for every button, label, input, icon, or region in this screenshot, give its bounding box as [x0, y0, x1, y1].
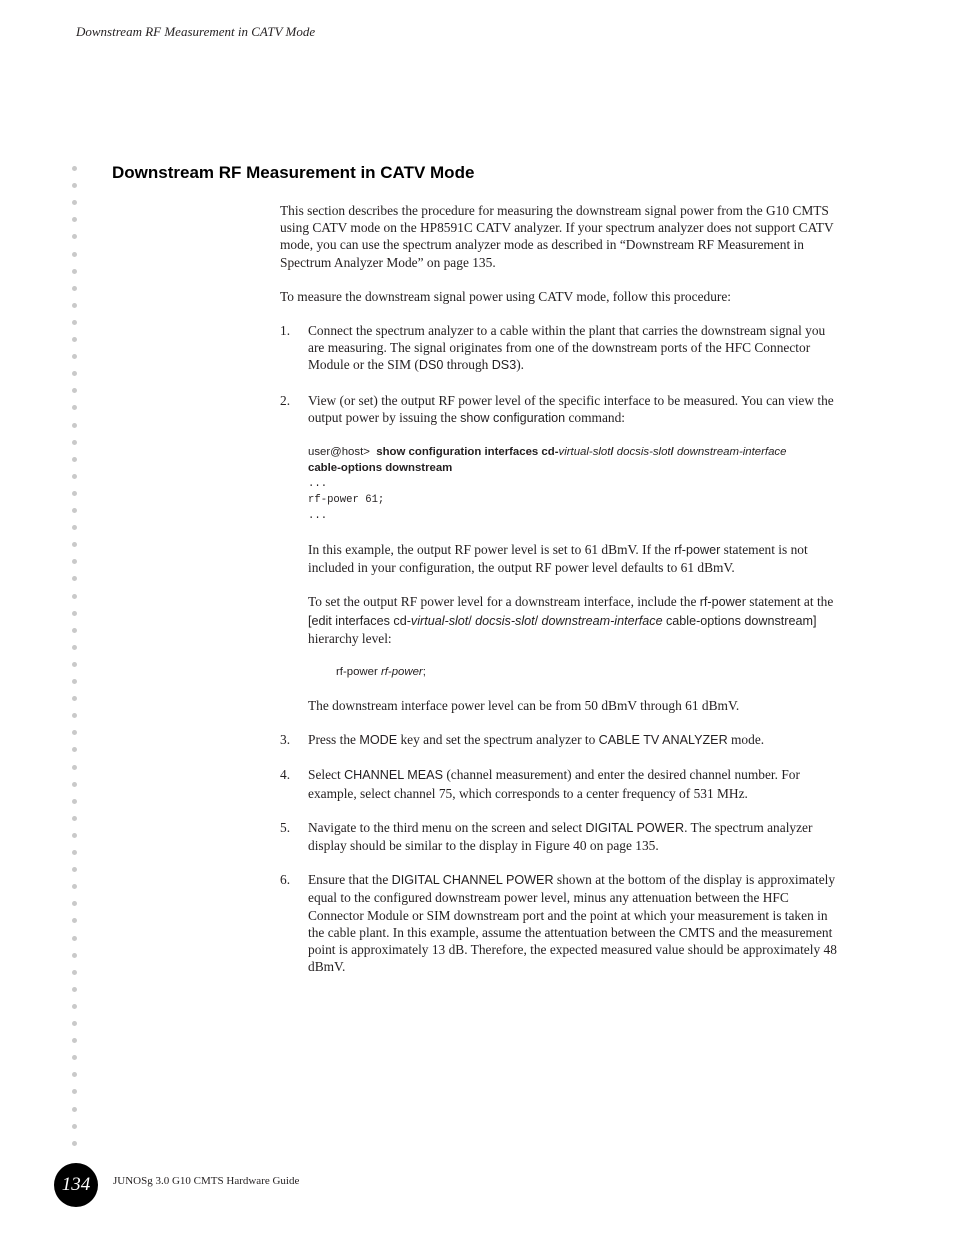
margin-dot — [72, 423, 77, 428]
margin-dot — [72, 474, 77, 479]
margin-dot — [72, 765, 77, 770]
margin-dot — [72, 850, 77, 855]
margin-dot — [72, 286, 77, 291]
step-text — [308, 731, 840, 749]
step-text — [308, 871, 840, 975]
margin-dot — [72, 337, 77, 342]
statement-name: rf-power — [674, 543, 721, 558]
margin-dot — [72, 987, 77, 992]
step-number: 5. — [280, 819, 291, 835]
section-title: Downstream RF Measurement in CATV Mode — [112, 163, 475, 182]
margin-dot — [72, 1107, 77, 1112]
port-label: DS3 — [491, 358, 517, 373]
statement-name: rf-power — [699, 595, 746, 610]
example-note — [308, 541, 840, 576]
margin-dot — [72, 936, 77, 941]
step-text — [308, 819, 840, 854]
margin-dot — [72, 628, 77, 633]
margin-dot — [72, 1124, 77, 1129]
cli-variable: virtual-slot — [558, 446, 611, 459]
margin-dot — [72, 1004, 77, 1009]
margin-dot — [72, 799, 77, 804]
text: mode. — [727, 732, 765, 748]
running-header: Downstream RF Measurement in CATV Mode — [76, 24, 316, 39]
text: Select — [308, 767, 345, 783]
margin-dot — [72, 1089, 77, 1094]
margin-dot — [72, 320, 77, 325]
hierarchy-variable: downstream-interface — [541, 613, 663, 628]
text: Connect the spectrum analyzer to a cable within the plant that carries the downstream signal you are measuring. The signal originates from one of the downstream ports of the HFC Connector Module or the SIM ( — [308, 323, 826, 373]
statement-end: ; — [422, 666, 426, 679]
hierarchy-variable: virtual-slot — [410, 613, 469, 628]
margin-dot — [72, 1072, 77, 1077]
margin-dot — [72, 594, 77, 599]
margin-dot — [72, 918, 77, 923]
key-label: MODE — [359, 733, 398, 748]
margin-dot — [72, 884, 77, 889]
text: Ensure that the — [308, 872, 392, 888]
step-text — [308, 392, 840, 427]
margin-dot — [72, 645, 77, 650]
margin-dot — [72, 217, 77, 222]
margin-dot — [72, 508, 77, 513]
margin-dot — [72, 833, 77, 838]
margin-dot — [72, 388, 77, 393]
text: command: — [565, 409, 626, 425]
margin-dot — [72, 303, 77, 308]
margin-dot — [72, 901, 77, 906]
margin-dot — [72, 542, 77, 547]
cli-output: ... — [308, 510, 328, 523]
margin-dot — [72, 747, 77, 752]
text: In this example, the output RF power level is set to 61 dBmV. If the — [308, 542, 675, 558]
margin-dot — [72, 405, 77, 410]
step-6 — [280, 871, 840, 975]
step-1 — [280, 322, 840, 375]
margin-dot — [72, 782, 77, 787]
cli-prompt: user@host> — [308, 446, 370, 459]
margin-dot — [72, 1055, 77, 1060]
step-text — [308, 322, 840, 375]
margin-dot — [72, 970, 77, 975]
step-number: 3. — [280, 732, 291, 748]
margin-dot — [72, 371, 77, 376]
step-text — [308, 766, 840, 801]
text: hierarchy level: — [308, 630, 392, 646]
cli-output: ... — [308, 478, 328, 491]
page-number-badge: 134 — [54, 1163, 98, 1207]
procedure-lead-in: To measure the downstream signal power using CATV mode, follow this procedure: — [280, 288, 732, 304]
cli-variable: downstream-interface — [676, 446, 787, 459]
step-number: 4. — [280, 767, 291, 783]
cli-command: cable-options downstream — [308, 462, 453, 475]
range-note: The downstream interface power level can be from 50 dBmV through 61 dBmV. — [308, 698, 740, 714]
menu-label: DIGITAL POWER — [585, 820, 685, 835]
cli-separator: / — [670, 446, 674, 459]
text: (channel measurement) and enter the desired channel number. For example, select channel 75, which corresponds to a center frequency of 531 MHz. — [308, 767, 800, 801]
set-instructions — [308, 593, 840, 647]
cli-separator: / — [610, 446, 614, 459]
cli-example — [308, 444, 840, 524]
margin-dot — [72, 1021, 77, 1026]
body-text — [280, 202, 840, 992]
text: through — [443, 357, 492, 373]
margin-dot — [72, 816, 77, 821]
text: Navigate to the third menu on the screen and select — [308, 819, 586, 835]
text: . The spectrum analyzer display should be similar to the display in Figure 40 on page 135. — [308, 819, 813, 854]
cli-command-line — [308, 444, 840, 460]
margin-dot — [72, 696, 77, 701]
hierarchy-path: cable-options downstream] — [665, 613, 817, 628]
hierarchy-variable: docsis-slot — [475, 613, 535, 628]
step-number: 1. — [280, 323, 291, 339]
margin-dot — [72, 713, 77, 718]
step-number: 6. — [280, 872, 291, 888]
text: statement at the — [745, 594, 834, 610]
step-5 — [280, 819, 840, 854]
margin-dot — [72, 252, 77, 257]
hierarchy-separator: / — [468, 613, 472, 628]
margin-dot — [72, 953, 77, 958]
step-2 — [280, 392, 840, 715]
margin-dot — [72, 269, 77, 274]
margin-dot — [72, 491, 77, 496]
port-label: DS0 — [418, 358, 444, 373]
step-number: 2. — [280, 392, 291, 408]
margin-dot — [72, 440, 77, 445]
margin-dot — [72, 234, 77, 239]
margin-dot — [72, 662, 77, 667]
cli-command: show configuration interfaces cd- — [376, 446, 559, 459]
text: shown at the bottom of the display is approximately equal to the configured downstream power level, minus any attenuation between the HFC Connector Module or SIM downstream port and the point at which your measurement is taken in the cable plant. In this example, assume the attentuation between the CMTS and the measurement point is approximately 13 dB. Therefore, the expected measured value should be approximately 48 dBmV. — [308, 872, 837, 975]
margin-dot — [72, 1141, 77, 1146]
statement-keyword: rf-power — [336, 666, 381, 679]
margin-dot — [72, 559, 77, 564]
mode-label: CABLE TV ANALYZER — [598, 733, 728, 748]
margin-dot — [72, 611, 77, 616]
margin-dot — [72, 1038, 77, 1043]
menu-label: CHANNEL MEAS — [344, 768, 443, 783]
footer-book-title: JUNOSg 3.0 G10 CMTS Hardware Guide — [113, 1175, 300, 1187]
cli-variable: docsis-slot — [616, 446, 671, 459]
step-4 — [280, 766, 840, 801]
hierarchy-separator: / — [534, 613, 539, 628]
statement-variable: rf-power — [380, 666, 423, 679]
intro-paragraph: This section describes the procedure for measuring the downstream signal power from the G10 CMTS using CATV mode on the HP8591C CATV analyzer. If your spectrum analyzer does not support CATV mode, you can use the spectrum analyzer mode as described in “Downstream RF Measurement in Spectrum Analyzer Mode” on page 135. — [280, 203, 834, 270]
margin-dot — [72, 679, 77, 684]
margin-dot-rule — [72, 166, 82, 1156]
margin-dot — [72, 354, 77, 359]
margin-dot — [72, 576, 77, 581]
margin-dot — [72, 183, 77, 188]
step-3 — [280, 731, 840, 749]
margin-dot — [72, 867, 77, 872]
statement-example — [308, 664, 840, 680]
text: View (or set) the output RF power level of the specific interface to be measured. You can view the output power by issuing the — [308, 392, 834, 425]
text: Press the — [308, 732, 360, 748]
text: statement is not included in your configuration, the output RF power level defaults to 61 dBmV. — [308, 542, 808, 576]
margin-dot — [72, 525, 77, 530]
margin-dot — [72, 200, 77, 205]
text: To set the output RF power level for a downstream interface, include the — [308, 594, 700, 610]
margin-dot — [72, 166, 77, 171]
margin-dot — [72, 730, 77, 735]
command-name: show configuration — [460, 410, 566, 425]
margin-dot — [72, 457, 77, 462]
text: key and set the spectrum analyzer to — [397, 732, 599, 748]
text: ). — [516, 357, 525, 373]
hierarchy-path: [edit interfaces cd- — [308, 613, 411, 628]
display-label: DIGITAL CHANNEL POWER — [391, 873, 554, 888]
cli-output: rf-power 61; — [308, 494, 385, 507]
